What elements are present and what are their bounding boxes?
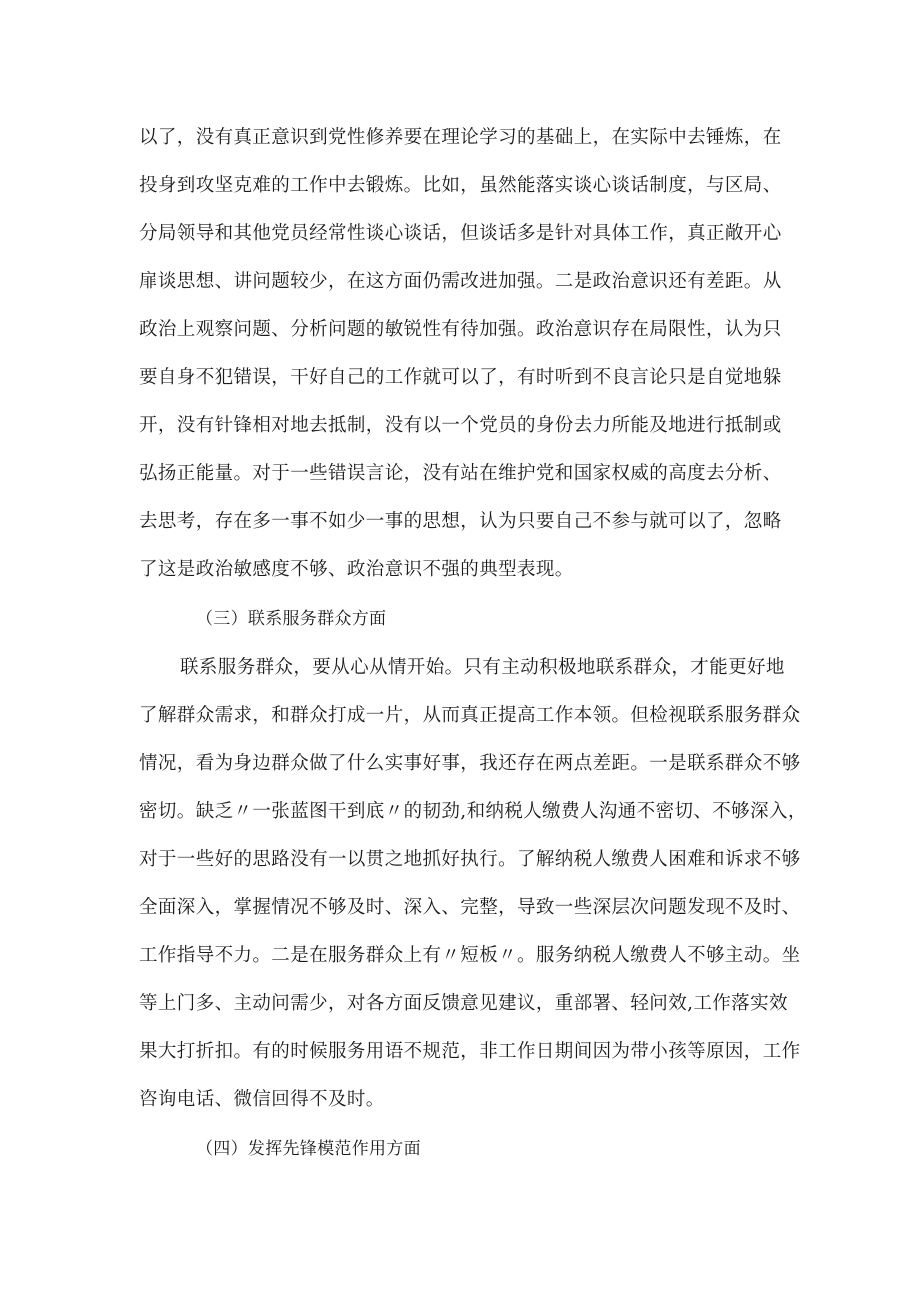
text-line: 分局领导和其他党员经常性谈心谈话，但谈话多是针对具体工作，真正敞开心 [139,223,782,244]
text-line: 全面深入，掌握情况不够及时、深入、完整，导致一些深层次问题发现不及时、 [139,897,801,918]
text-line: 弘扬正能量。对于一些错误言论，没有站在维护党和国家权威的高度去分析、 [139,463,782,484]
text-line: 了这是政治敏感度不够、政治意识不强的典型表现。 [139,559,574,580]
text-line: 扉谈思想、讲问题较少，在这方面仍需改进加强。二是政治意识还有差距。从 [139,271,782,292]
text-line: 去思考，存在多一事不如少一事的思想，认为只要自己不参与就可以了，忽略 [139,511,782,532]
text-line: 对于一些好的思路没有一以贯之地抓好执行。了解纳税人缴费人困难和诉求不够 [139,849,801,870]
text-line: 果大打折扣。有的时候服务用语不规范，非工作日期间因为带小孩等原因，工作 [139,1041,801,1062]
text-line: 要自身不犯错误，干好自己的工作就可以了，有时听到不良言论只是自觉地躲 [139,367,782,388]
text-line: 以了，没有真正意识到党性修养要在理论学习的基础上，在实际中去锤炼，在 [139,127,782,148]
text-line: 联系服务群众，要从心从情开始。只有主动积极地联系群众，才能更好地 [180,657,785,678]
text-line: 开，没有针锋相对地去抵制，没有以一个党员的身份去力所能及地进行抵制或 [139,415,782,436]
text-line: 密切。缺乏〃一张蓝图干到底〃的韧劲,和纳税人缴费人沟通不密切、不够深入， [139,801,807,822]
section-heading-4: （四）发挥先锋模范作用方面 [196,1139,421,1159]
section-heading-3: （三）联系服务群众方面 [196,609,387,629]
text-line: 工作指导不力。二是在服务群众上有〃短板〃。服务纳税人缴费人不够主动。坐 [139,945,801,966]
text-line: 投身到攻坚克难的工作中去锻炼。比如，虽然能落实谈心谈话制度，与区局、 [139,175,782,196]
text-line: 咨询电话、微信回得不及时。 [139,1089,385,1110]
text-line: 等上门多、主动问需少，对各方面反馈意见建议，重部署、轻问效,工作落实效 [139,993,788,1014]
text-line: 了解群众需求，和群众打成一片，从而真正提高工作本领。但检视联系服务群众 [139,705,801,726]
text-line: 情况，看为身边群众做了什么实事好事，我还存在两点差距。一是联系群众不够 [139,753,801,774]
text-line: 政治上观察问题、分析问题的敏锐性有待加强。政治意识存在局限性，认为只 [139,319,782,340]
